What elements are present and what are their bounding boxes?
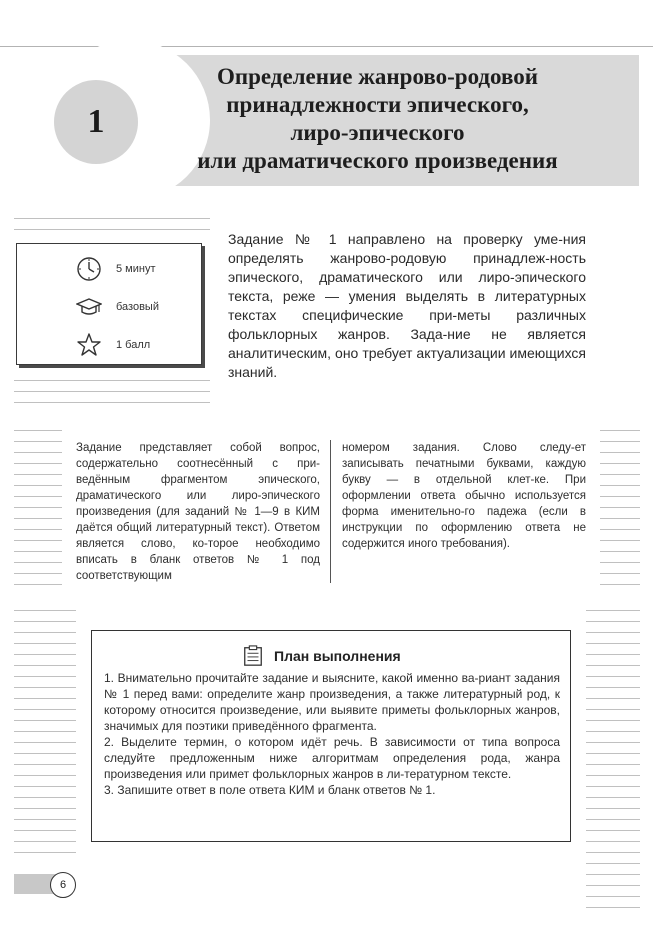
title-line: принадлежности эпического, xyxy=(226,92,529,117)
ruled-lines-top-left xyxy=(14,218,210,240)
time-info xyxy=(76,256,156,282)
plan-step: 3. Запишите ответ в поле ответа КИМ и бланк ответов № 1. xyxy=(104,783,436,797)
level-info xyxy=(76,294,159,320)
score-value: 1 балл xyxy=(116,339,151,351)
level-value: базовый xyxy=(116,301,159,313)
task-number-badge: 1 xyxy=(54,80,138,164)
clock-icon xyxy=(76,256,102,282)
ruled-lines-plan-left xyxy=(14,610,76,863)
intro-paragraph: Задание № 1 направлено на проверку уме-ния определять жанрово-родовую принадлеж-ность эпического, драматического или лиро-эпического текста, реже — умения выделять в литературных текстах специфические при-меты различных фольклорных жанров. Зада-ние не является аналитическим, оно требует актуализации имеющихся знаний. xyxy=(228,231,586,380)
description-right-column: номером задания. Слово следу-ет записывать печатными буквами, каждую букву — в отдельной клет-ке. При оформлении ответа обычно используется форма именительно-го падежа (если в инструкции по оформлению ответа не содержится иного требования). xyxy=(342,442,586,550)
page-title xyxy=(150,63,605,175)
title-line: или драматического произведения xyxy=(197,148,558,173)
checklist-icon xyxy=(242,645,264,667)
plan-steps xyxy=(104,670,560,798)
plan-step: 1. Внимательно прочитайте задание и выясните, какой именно ва-риант задания № 1 перед вами: определите жанр произведения, а также литературный род, к которому относится произведение, или выявите приметы фольклорных жанров, значимых для поэтики приведённого фрагмента. xyxy=(104,671,560,733)
ruled-lines-plan-right xyxy=(586,610,640,918)
description-left-column: Задание представляет собой вопрос, содержательно соотнесённый с при-ведённым фрагментом эпического, драматического или лиро-эпического произведения (для заданий № 1—9 в КИМ даётся общий литературный текст). Ответом является слово, ко-торое необходимо вписать в бланк ответов № 1 под соответствующим xyxy=(76,442,320,582)
score-info xyxy=(76,332,150,358)
graduation-cap-icon xyxy=(76,294,102,320)
title-line: лиро-эпического xyxy=(290,120,465,145)
title-line: Определение жанрово-родовой xyxy=(216,64,539,89)
plan-step: 2. Выделите термин, о котором идёт речь. В зависимости от типа вопроса следуйте предложенным ниже алгоритмам определения рода, жанра произведения или примет фольклорных жанров в ли-тературном тексте. xyxy=(104,735,560,781)
ruled-lines-desc-right xyxy=(600,430,640,595)
ruled-lines-mid-left xyxy=(14,380,210,413)
star-icon xyxy=(76,332,102,358)
page-number: 6 xyxy=(50,872,76,898)
plan-title: План выполнения xyxy=(274,648,401,664)
time-value: 5 минут xyxy=(116,263,156,275)
ruled-lines-desc-left xyxy=(14,430,62,595)
column-divider xyxy=(330,440,331,583)
plan-header xyxy=(242,645,401,667)
